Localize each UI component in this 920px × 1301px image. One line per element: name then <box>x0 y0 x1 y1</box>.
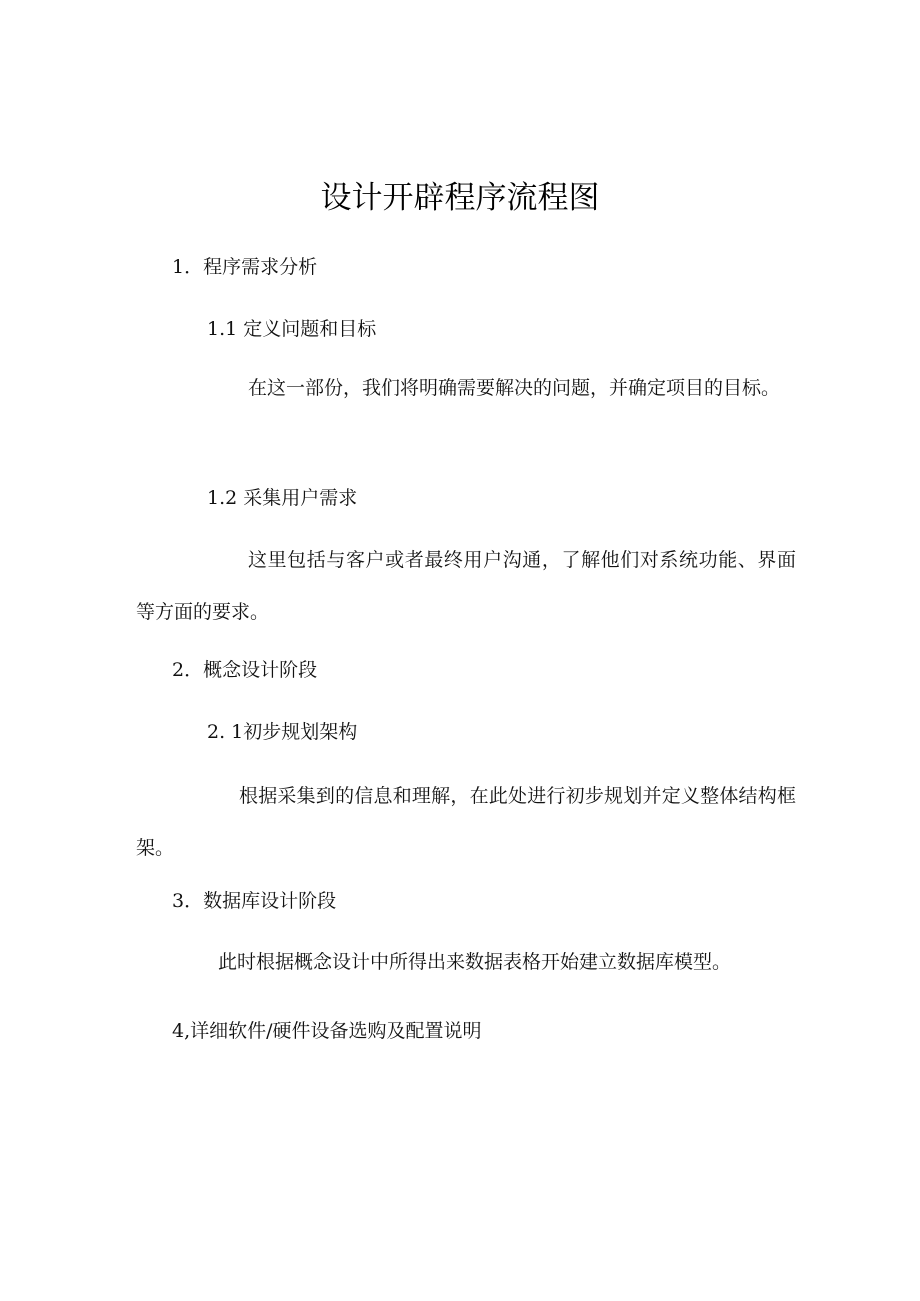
subsection-heading-2-1: 2. 1初步规划架构 <box>207 721 358 743</box>
paragraph-2-1: 根据采集到的信息和理解，在此处进行初步规划并定义整体结构框架。 <box>136 785 796 859</box>
section-heading-4: 4,详细软件/硬件设备选购及配置说明 <box>172 1020 482 1042</box>
paragraph-3: 此时根据概念设计中所得出来数据表格开始建立数据库模型。 <box>218 951 732 973</box>
section-heading-3: 3．数据库设计阶段 <box>172 890 337 912</box>
subsection-heading-1-1: 1.1 定义问题和目标 <box>207 318 377 340</box>
paragraph-1-1: 在这一部份，我们将明确需要解决的问题，并确定项目的目标。 <box>248 377 781 399</box>
document-title: 设计开辟程序流程图 <box>320 180 600 216</box>
paragraph-1-2: 这里包括与客户或者最终用户沟通，了解他们对系统功能、界面等方面的要求。 <box>136 549 796 623</box>
section-heading-2: 2．概念设计阶段 <box>172 659 318 681</box>
section-heading-1: 1．程序需求分析 <box>172 256 318 278</box>
subsection-heading-1-2: 1.2 采集用户需求 <box>207 487 358 509</box>
